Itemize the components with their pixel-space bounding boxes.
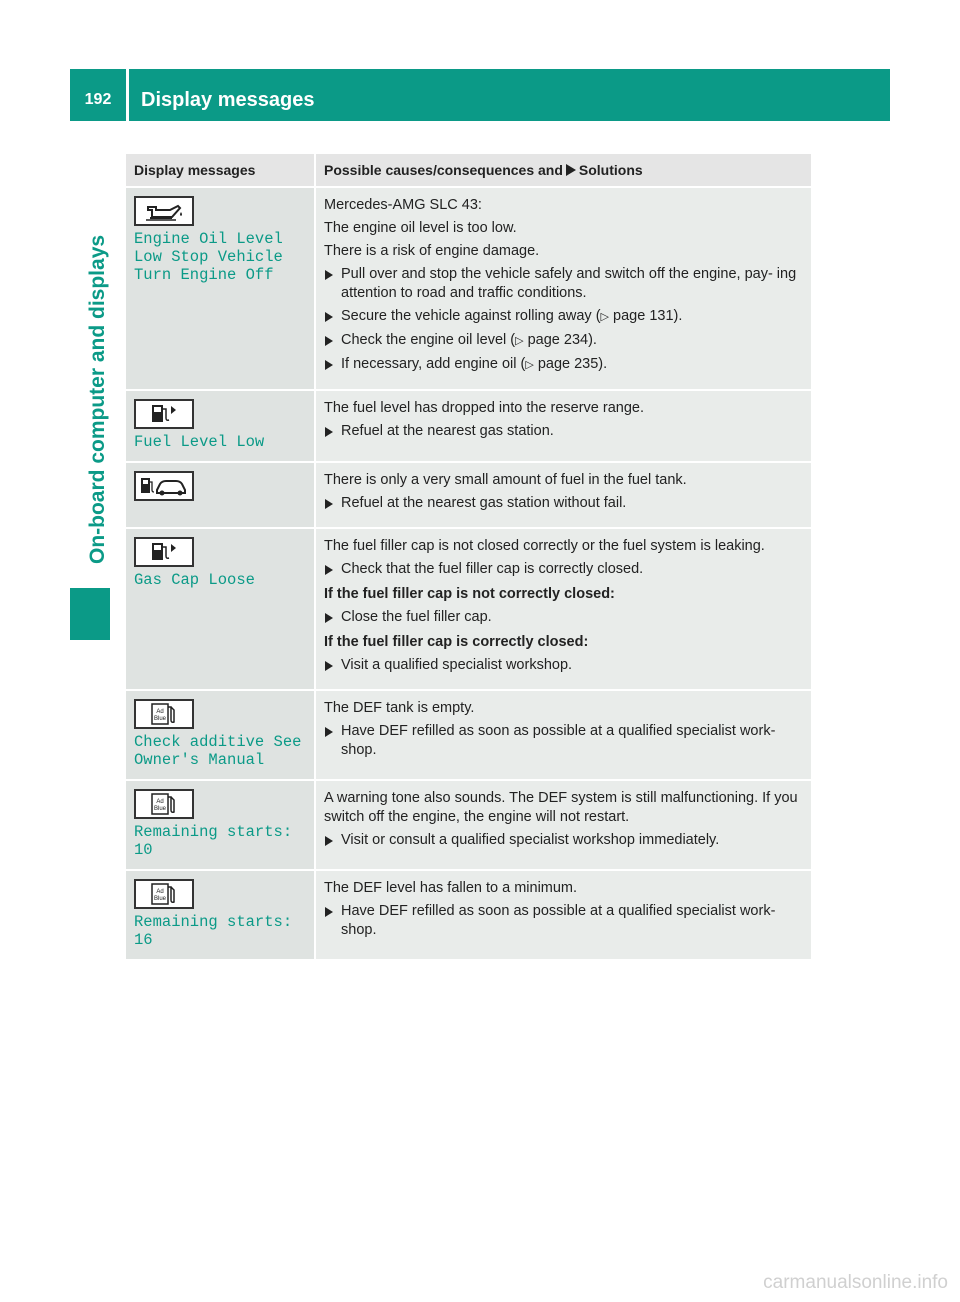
solution-cell <box>316 689 811 779</box>
table-row <box>126 527 811 689</box>
step-arrow-icon <box>325 727 333 737</box>
solution-step <box>324 494 803 513</box>
solution-step-text: Secure the vehicle against rolling away ( <box>341 308 601 324</box>
message-cell <box>126 869 316 959</box>
cause-text: A warning tone also sounds. The DEF system is still malfunctioning. If you switch off the engine, the engine will not restart. <box>324 790 798 825</box>
cause-text: Mercedes-AMG SLC 43: <box>324 197 482 213</box>
step-arrow-icon <box>325 565 333 575</box>
message-cell <box>126 186 316 389</box>
page-ref-icon: ▷ <box>525 359 534 371</box>
solution-cell <box>316 779 811 869</box>
message-cell <box>126 389 316 461</box>
display-messages-table <box>126 154 811 959</box>
solution-step <box>324 831 803 850</box>
display-message-text: Remaining starts: 16 <box>134 913 293 949</box>
step-arrow-icon <box>325 499 333 509</box>
step-arrow-icon <box>325 312 333 322</box>
adblue-icon <box>134 789 194 819</box>
solution-step <box>324 608 803 627</box>
adblue-icon <box>134 879 194 909</box>
solution-step <box>324 265 803 303</box>
cause-text: The engine oil level is too low. <box>324 220 517 236</box>
solution-step-text: Refuel at the nearest gas station. <box>341 423 554 439</box>
step-arrow-icon <box>325 907 333 917</box>
page-ref-icon: ▷ <box>515 335 524 347</box>
adblue-blue-label: Blue <box>153 806 167 812</box>
display-message-text: Engine Oil Level Low Stop Vehicle Turn Engine Off <box>134 230 283 284</box>
solution-step-text: Check that the fuel filler cap is correctly closed. <box>341 561 644 577</box>
display-message-text: Remaining starts: 10 <box>134 823 293 859</box>
cause-text: The fuel level has dropped into the reserve range. <box>324 400 645 416</box>
page-number: 192 <box>84 91 112 108</box>
solution-step <box>324 656 803 675</box>
solution-step <box>324 355 803 375</box>
display-message-text: Gas Cap Loose <box>134 571 255 589</box>
page-reference-link[interactable]: page 235). <box>537 356 608 372</box>
solution-step <box>324 902 803 940</box>
solution-step-text: If necessary, add engine oil ( <box>341 356 526 372</box>
cause-text: The DEF tank is empty. <box>324 700 475 716</box>
solution-step-text: Refuel at the nearest gas station without fail. <box>341 495 627 511</box>
adblue-blue-label: Blue <box>153 716 167 722</box>
step-arrow-icon <box>325 427 333 437</box>
adblue-ad-label: Ad <box>156 709 164 715</box>
solution-cell <box>316 389 811 461</box>
table-row <box>126 869 811 959</box>
column-header-solutions-pre: Possible causes/consequences and <box>324 162 563 178</box>
page-reference-link[interactable]: page 234). <box>527 332 597 348</box>
step-arrow-icon <box>325 661 333 671</box>
fuel-car-icon <box>134 471 194 501</box>
page-title: Display messages <box>141 89 315 111</box>
solution-step-text: Close the fuel filler cap. <box>341 609 492 625</box>
message-cell <box>126 527 316 689</box>
engine-oil-icon <box>134 196 194 226</box>
solution-step-text: Visit a qualified specialist workshop. <box>341 657 573 673</box>
fuel-pump-icon <box>134 399 194 429</box>
display-message-text: Check additive See Owner's Manual <box>134 733 302 769</box>
table-row <box>126 461 811 527</box>
solution-cell <box>316 869 811 959</box>
table-row <box>126 779 811 869</box>
step-arrow-icon <box>325 270 333 280</box>
column-header-messages: Display messages <box>126 154 316 186</box>
cause-text: There is a risk of engine damage. <box>324 243 540 259</box>
step-arrow-icon <box>325 336 333 346</box>
cause-text: The fuel filler cap is not closed correctly or the fuel system is leaking. <box>324 538 765 554</box>
solution-step-text: Check the engine oil level ( <box>341 332 516 348</box>
side-title-text: On-board computer and displays <box>86 234 109 564</box>
message-cell <box>126 461 316 527</box>
adblue-blue-label: Blue <box>153 896 167 902</box>
solution-step <box>324 331 803 351</box>
solution-step <box>324 560 803 579</box>
step-arrow-icon <box>325 836 333 846</box>
solution-arrow-icon <box>566 164 576 176</box>
condition-heading: If the fuel filler cap is correctly closed: <box>324 634 589 650</box>
solution-step <box>324 307 803 327</box>
solution-cell <box>316 186 811 389</box>
side-section-title <box>78 128 118 588</box>
table-row <box>126 389 811 461</box>
message-cell <box>126 779 316 869</box>
column-header-solutions <box>316 154 811 186</box>
step-arrow-icon <box>325 360 333 370</box>
header-divider <box>126 69 129 121</box>
condition-heading: If the fuel filler cap is not correctly closed: <box>324 586 615 602</box>
solution-cell <box>316 461 811 527</box>
solution-step-text: Have DEF refilled as soon as possible at a qualified specialist work- shop. <box>341 903 776 938</box>
side-color-block <box>70 588 110 640</box>
table-header-row <box>126 154 811 186</box>
page-ref-icon: ▷ <box>600 311 609 323</box>
solution-cell <box>316 527 811 689</box>
watermark: carmanualsonline.info <box>763 1272 948 1293</box>
table-row <box>126 689 811 779</box>
column-header-solutions-post: Solutions <box>578 162 643 178</box>
solution-step <box>324 422 803 441</box>
fuel-pump-icon <box>134 537 194 567</box>
solution-step-text: Have DEF refilled as soon as possible at a qualified specialist work- shop. <box>341 723 776 758</box>
message-cell <box>126 689 316 779</box>
adblue-ad-label: Ad <box>156 889 164 895</box>
display-message-text: Fuel Level Low <box>134 433 265 451</box>
adblue-icon <box>134 699 194 729</box>
adblue-ad-label: Ad <box>156 799 164 805</box>
solution-step <box>324 722 803 760</box>
solution-step-text: Visit or consult a qualified specialist workshop immediately. <box>341 832 720 848</box>
cause-text: There is only a very small amount of fuel in the fuel tank. <box>324 472 687 488</box>
cause-text: The DEF level has fallen to a minimum. <box>324 880 578 896</box>
solution-step-text: Pull over and stop the vehicle safely and switch off the engine, pay- ing attention to road and traffic conditions. <box>341 266 797 301</box>
page-reference-link[interactable]: page 131). <box>613 308 683 324</box>
table-row <box>126 186 811 389</box>
step-arrow-icon <box>325 613 333 623</box>
